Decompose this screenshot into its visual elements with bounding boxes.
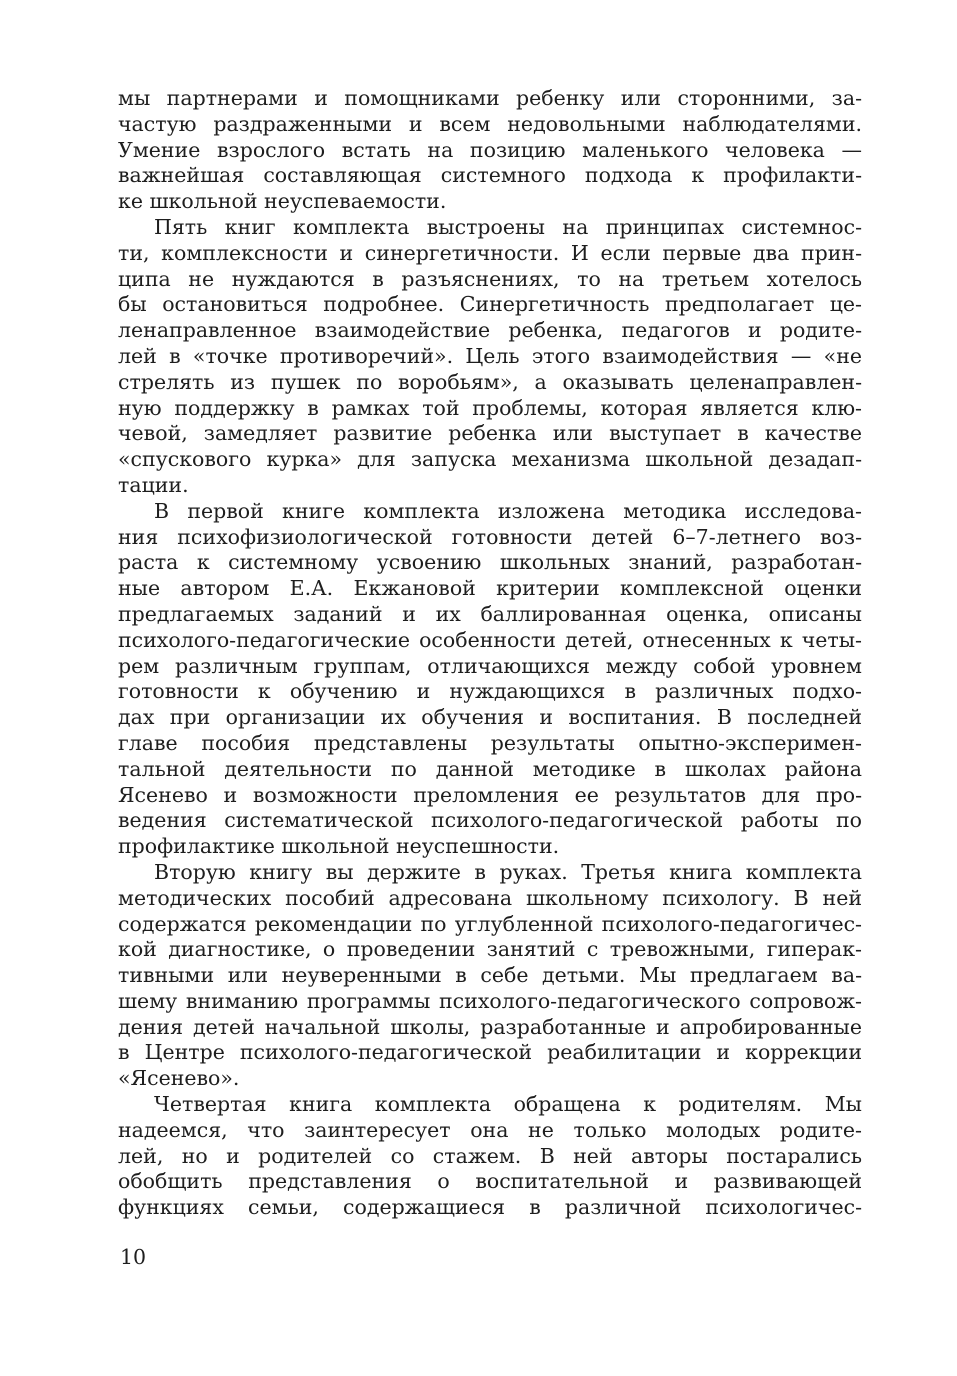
page-body [118, 86, 862, 1221]
paragraph [118, 86, 862, 215]
text-line: тации. [118, 472, 189, 497]
paragraph [118, 215, 862, 499]
text-line: профилактике школьной неуспешности. [118, 834, 560, 859]
text-line: ленаправленное взаимодействие ребенка, педагогов и родите- [118, 318, 862, 343]
paragraph [118, 1092, 862, 1221]
text-line: обобщить представления о воспитательной и развивающей [118, 1169, 862, 1194]
text-line: тальной деятельности по данной методике в школах района [118, 756, 862, 781]
text-line: дения детей начальной школы, разработанные и апробированные [118, 1014, 862, 1039]
text-line: тивными или неуверенными в себе детьми. Мы предлагаем ва- [118, 963, 862, 988]
text-line: ния психофизиологической готовности детей 6–7-летнего воз- [118, 524, 862, 549]
text-line: в Центре психолого-педагогической реабилитации и коррекции [118, 1040, 862, 1065]
text-line: «спускового курка» для запуска механизма школьной дезадап- [118, 447, 862, 472]
page-number: 10 [120, 1245, 147, 1269]
text-line: ке школьной неуспеваемости. [118, 189, 447, 214]
text-line: дах при организации их обучения и воспитания. В последней [118, 705, 862, 730]
text-line: предлагаемых заданий и их баллированная оценка, описаны [118, 601, 862, 626]
text-line: мы партнерами и помощниками ребенку или сторонними, за- [118, 86, 862, 110]
text-line: лей в «точке противоречий». Цель этого взаимодействия — «не [118, 343, 862, 368]
paragraph [118, 860, 862, 1092]
text-line: ные автором Е.А. Екжановой критерии комплексной оценки [118, 576, 862, 601]
paragraph [118, 499, 862, 860]
text-line: шему вниманию программы психолого-педагогического сопровож- [118, 988, 862, 1013]
text-line: кой диагностике, о проведении занятий с тревожными, гиперак- [118, 937, 862, 962]
text-line: ти, комплексности и синергетичности. И если первые два прин- [118, 240, 862, 265]
text-line: ципа не нуждаются в разъяснениях, то на третьем хотелось [118, 266, 862, 291]
text-line: ную поддержку в рамках той проблемы, которая является клю- [118, 395, 862, 420]
text-line: содержатся рекомендации по углубленной психолого-педагогичес- [118, 911, 862, 936]
text-line: функциях семьи, содержащиеся в различной психологичес- [118, 1195, 862, 1220]
text-line: частую раздраженными и всем недовольными наблюдателями. [118, 111, 862, 136]
text-line: рем различным группам, отличающихся между собой уровнем [118, 653, 862, 678]
text-line: психолого-педагогические особенности детей, отнесенных к четы- [118, 627, 862, 652]
text-line: чевой, замедляет развитие ребенка или выступает в качестве [118, 421, 862, 446]
text-line: ведения систематической психолого-педагогической работы по [118, 808, 862, 833]
text-line: главе пособия представлены результаты опытно-эксперимен- [118, 730, 862, 755]
text-line: методических пособий адресована школьному психологу. В ней [118, 885, 862, 910]
text-line: Ясенево и возможности преломления ее результатов для про- [118, 782, 862, 807]
text-line: стрелять из пушек по воробьям», а оказывать целенаправлен- [118, 369, 862, 394]
text-line: готовности к обучению и нуждающихся в различных подхо- [118, 679, 862, 704]
text-line: «Ясенево». [118, 1066, 240, 1091]
text-line: надеемся, что заинтересует она не только молодых родите- [118, 1117, 862, 1142]
text-line: лей, но и родителей со стажем. В ней авторы постарались [118, 1143, 862, 1168]
text-line: Умение взрослого встать на позицию маленького человека — [118, 137, 862, 162]
text-line: Вторую книгу вы держите в руках. Третья книга комплекта [154, 859, 862, 884]
text-line: Четвертая книга комплекта обращена к родителям. Мы [154, 1092, 862, 1117]
text-line: важнейшая составляющая системного подхода к профилакти- [118, 163, 862, 188]
text-line: В первой книге комплекта изложена методика исследова- [154, 498, 862, 523]
text-line: раста к системному усвоению школьных знаний, разработан- [118, 550, 862, 575]
text-line: бы остановиться подробнее. Синергетичность предполагает це- [118, 292, 862, 317]
text-line: Пять книг комплекта выстроены на принципах системнос- [154, 214, 862, 239]
